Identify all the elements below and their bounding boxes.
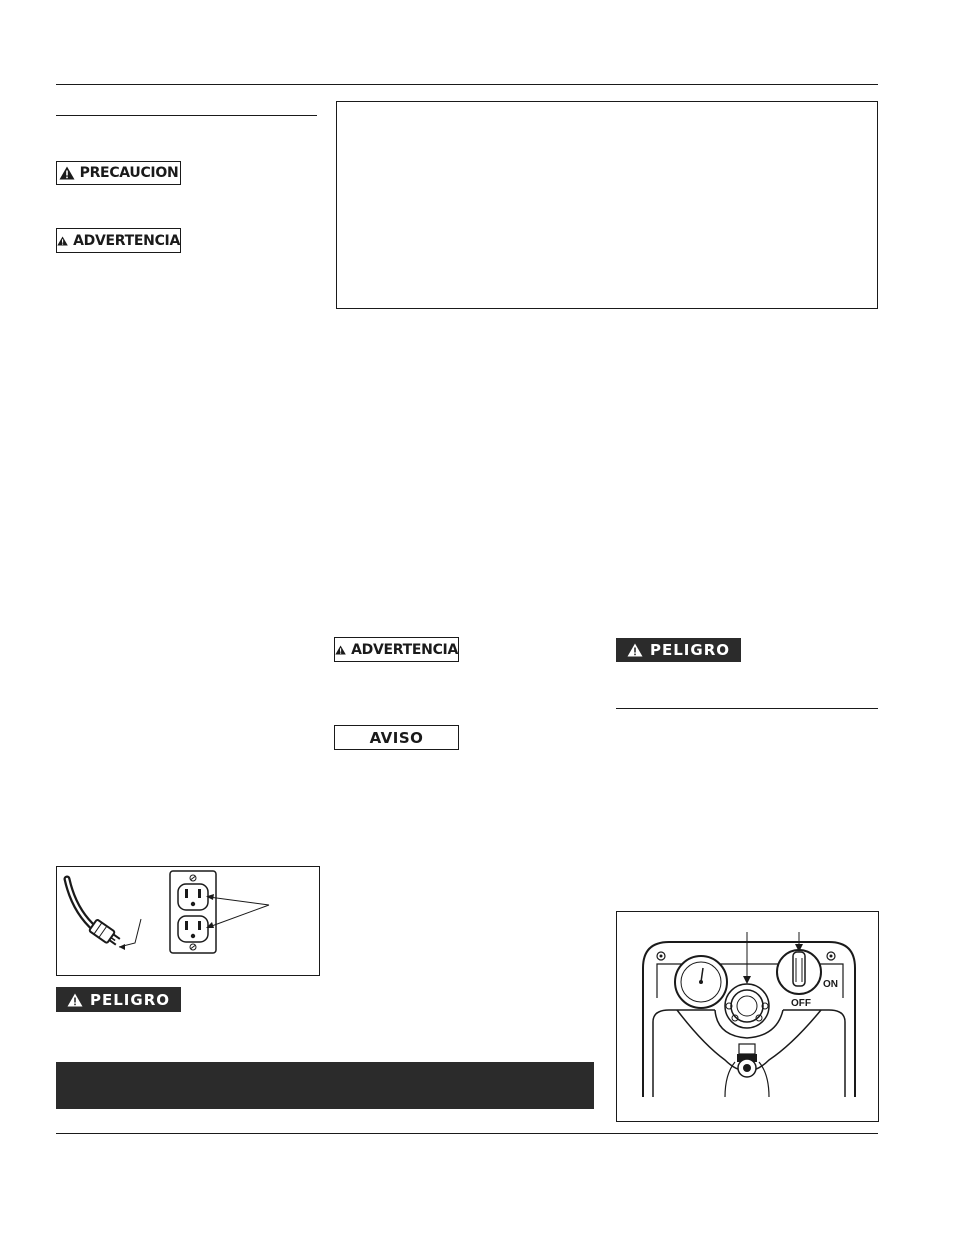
warning-triangle-icon (57, 234, 68, 248)
warning-triangle-icon (627, 643, 643, 657)
control-panel-illustration (617, 912, 878, 1121)
notice-box (336, 101, 878, 309)
switch-off-label: OFF (791, 998, 811, 1009)
control-panel-figure (616, 911, 879, 1122)
advertencia-text-left: ADVERTENCIA (73, 232, 180, 249)
quick-coupler-icon (737, 1044, 757, 1077)
right-column-rule (616, 708, 878, 709)
precaucion-text: PRECAUCION (79, 165, 179, 181)
plug-outlet-illustration (57, 867, 319, 975)
header-rule (56, 84, 878, 85)
outlet-icon (170, 871, 216, 953)
power-cord (67, 879, 95, 929)
aviso-label (334, 725, 459, 750)
switch-on-label: ON (823, 979, 838, 990)
precaucion-label (56, 161, 181, 185)
peligro-label-right (616, 638, 741, 662)
peligro-text-left: PELIGRO (90, 990, 170, 1009)
warning-triangle-icon (59, 166, 75, 180)
peligro-text-right: PELIGRO (650, 641, 730, 659)
regulator-knob-icon (725, 984, 769, 1028)
plug-icon (89, 919, 122, 948)
advertencia-text-middle: ADVERTENCIA (351, 641, 458, 658)
peligro-label-left (56, 987, 181, 1012)
plug-outlet-figure (56, 866, 320, 976)
dark-banner (56, 1062, 594, 1109)
on-off-switch-icon (777, 950, 821, 994)
warning-triangle-icon (335, 643, 346, 657)
pressure-gauge-icon (675, 956, 727, 1008)
footer-rule (56, 1133, 878, 1134)
aviso-text: AVISO (369, 728, 424, 747)
warning-triangle-icon (67, 993, 83, 1007)
left-column-rule (56, 115, 317, 116)
advertencia-label-middle (334, 637, 459, 662)
ground-pin-pointer (119, 919, 141, 947)
advertencia-label-left (56, 228, 181, 253)
